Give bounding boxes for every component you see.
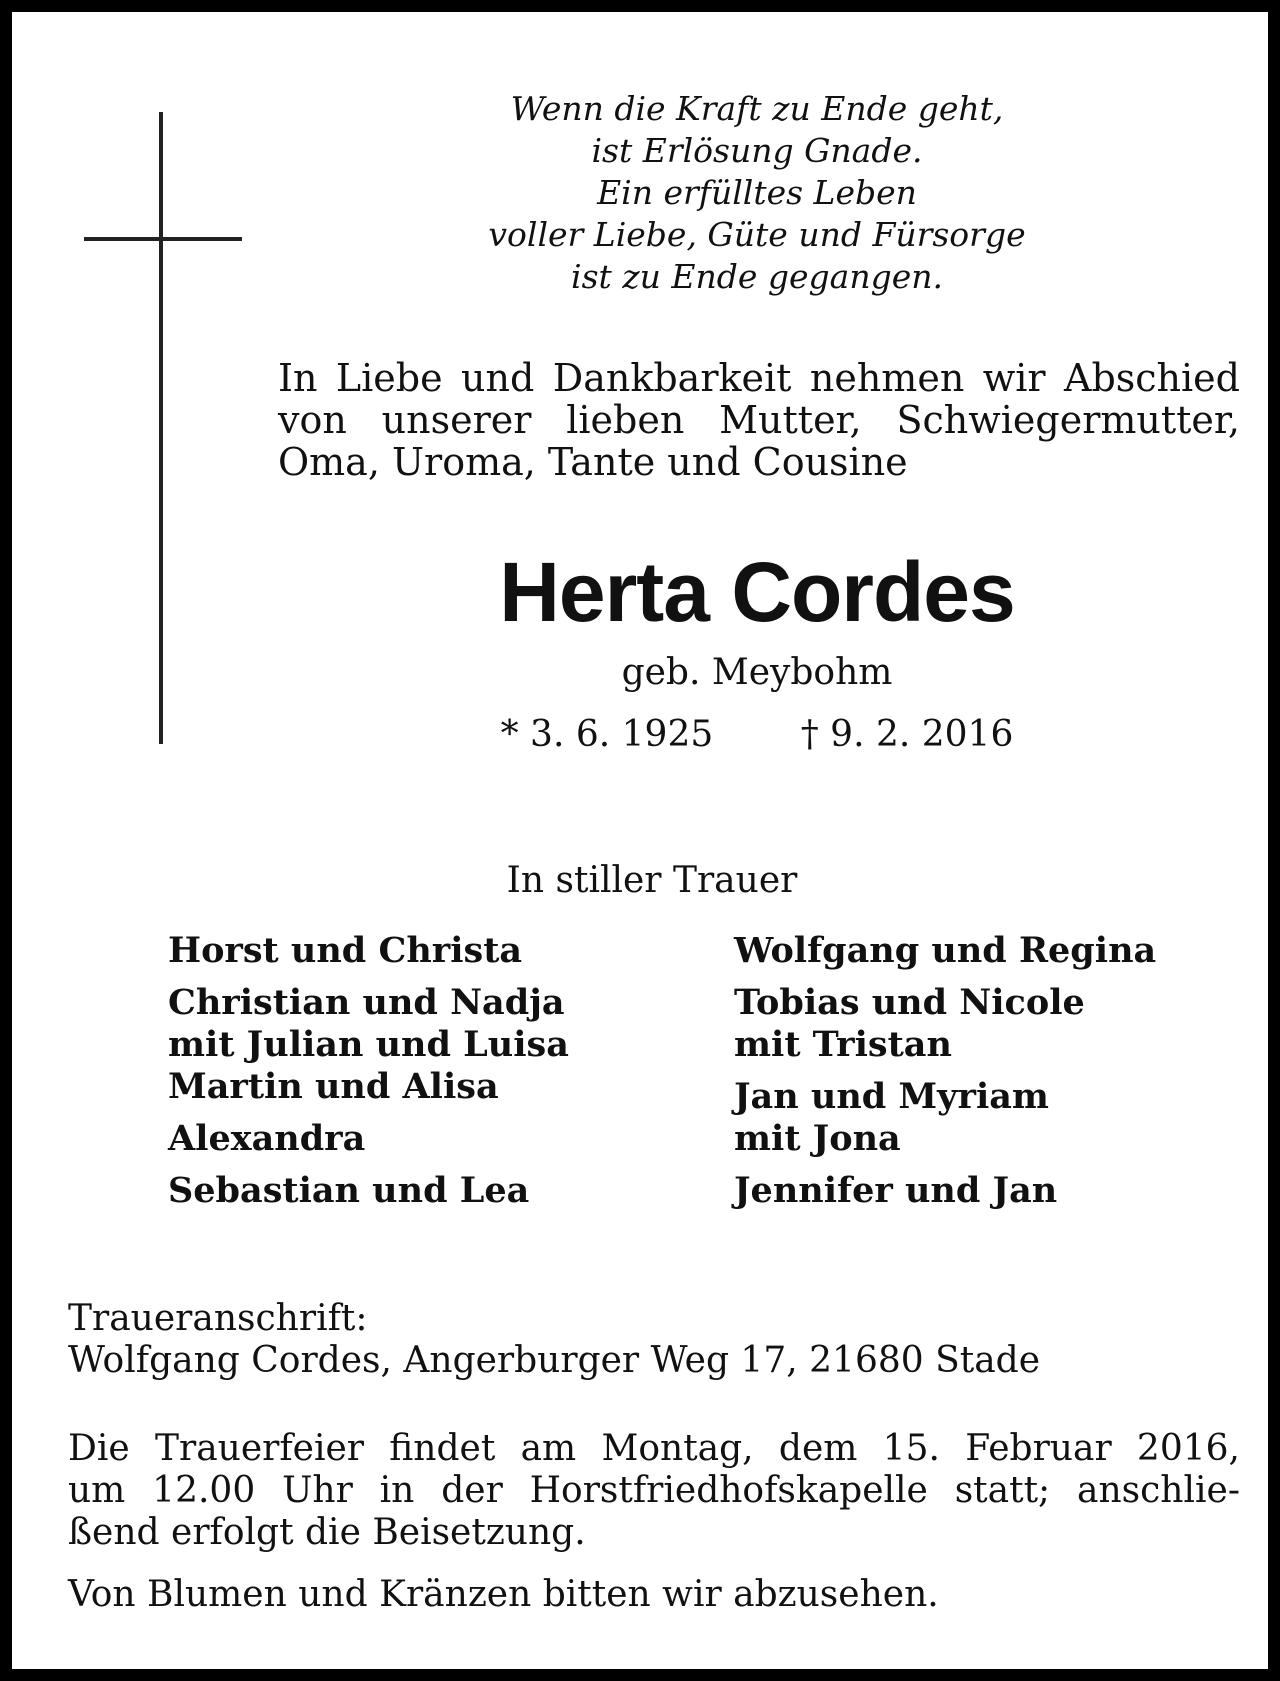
intro-line: Oma, Uroma, Tante und Cousine (278, 440, 908, 484)
family-group (734, 1170, 1254, 1212)
family-list-right (734, 930, 1254, 1222)
family-group (734, 930, 1254, 972)
life-dates (412, 714, 1102, 756)
family-member: Tobias und Nicole (734, 982, 1085, 1023)
family-group (168, 982, 688, 1108)
family-member: mit Julian und Luisa (168, 1024, 569, 1065)
family-member: mit Tristan (734, 1024, 952, 1065)
birth-date: * 3. 6. 1925 (500, 714, 714, 755)
flowers-note: Von Blumen und Kränzen bitten wir abzusehen. (68, 1574, 939, 1615)
cross-icon-vertical-bar (159, 112, 163, 744)
family-group (168, 1170, 688, 1212)
family-member: Jan und Myriam (734, 1076, 1049, 1117)
family-member: mit Jona (734, 1118, 901, 1159)
family-member: Christian und Nadja (168, 982, 565, 1023)
family-member: Wolfgang und Regina (734, 930, 1157, 971)
family-member: Martin und Alisa (168, 1066, 499, 1107)
intro-line: In Liebe und Dankbarkeit nehmen wir Abschied (278, 356, 1240, 400)
family-list-left (168, 930, 688, 1222)
poem (412, 88, 1102, 298)
intro-line: von unserer lieben Mutter, Schwiegermutter, (278, 398, 1240, 442)
intro-text (278, 357, 1240, 483)
poem-line: Wenn die Kraft zu Ende geht, (510, 89, 1004, 128)
maiden-name: geb. Meybohm (621, 652, 893, 693)
family-group (168, 930, 688, 972)
ceremony-info (68, 1428, 1240, 1554)
ceremony-line: ßend erfolgt die Beisetzung. (68, 1512, 586, 1553)
ceremony-line: um 12.00 Uhr in der Horstfriedhofskapelle statt; anschlie- (68, 1470, 1240, 1511)
poem-line: ist zu Ende gegangen. (571, 257, 943, 296)
poem-line: voller Liebe, Güte und Fürsorge (488, 215, 1026, 254)
address-label: Traueranschrift: (68, 1298, 368, 1339)
cross-icon-horizontal-bar (84, 237, 242, 241)
death-date: † 9. 2. 2016 (800, 714, 1014, 755)
mourning-address (68, 1298, 1238, 1382)
family-member: Sebastian und Lea (168, 1170, 530, 1211)
deceased-name: Herta Cordes (499, 545, 1015, 639)
family-group (734, 982, 1254, 1066)
mourning-line: In stiller Trauer (506, 860, 798, 901)
poem-line: Ein erfülltes Leben (597, 173, 917, 212)
address-text: Wolfgang Cordes, Angerburger Weg 17, 21680 Stade (68, 1340, 1041, 1381)
poem-line: ist Erlösung Gnade. (591, 131, 923, 170)
family-member: Alexandra (168, 1118, 366, 1159)
family-member: Horst und Christa (168, 930, 523, 971)
ceremony-line: Die Trauerfeier findet am Montag, dem 15. Februar 2016, (68, 1428, 1240, 1469)
family-member: Jennifer und Jan (734, 1170, 1058, 1211)
family-group (734, 1076, 1254, 1160)
family-group (168, 1118, 688, 1160)
